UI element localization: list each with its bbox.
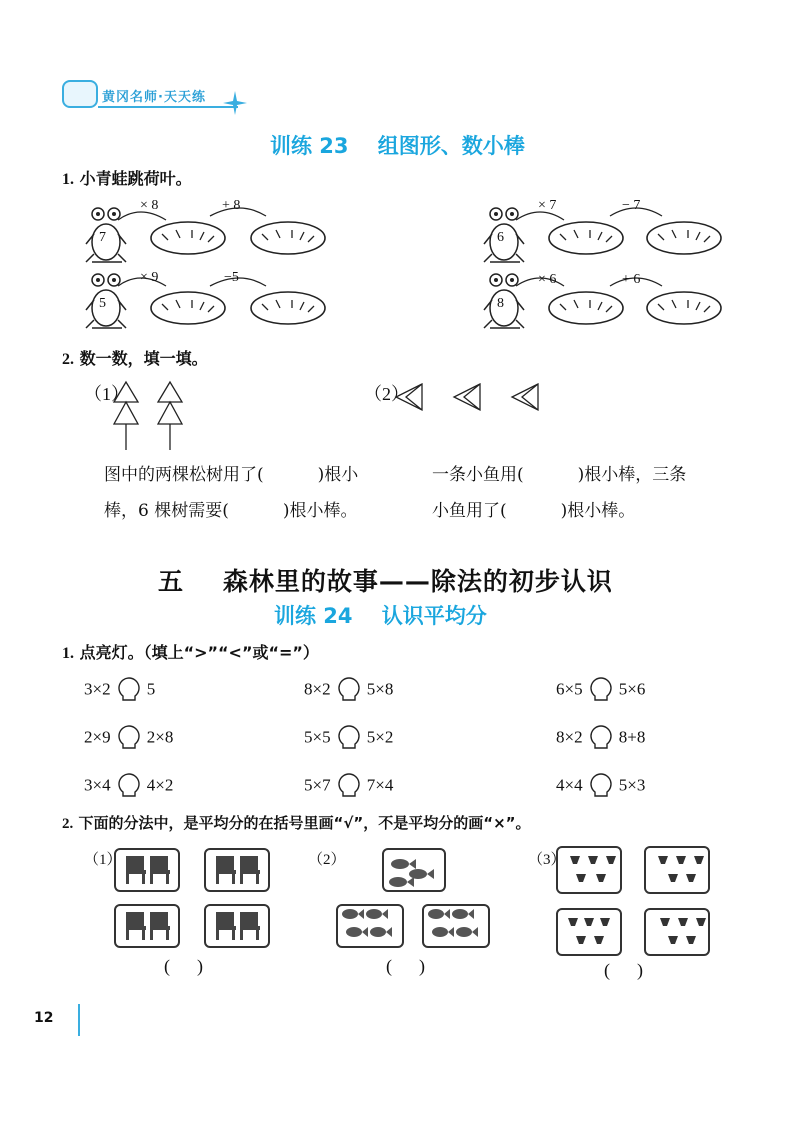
lesson-23-title: 训练 23 组图形、数小棒: [270, 134, 525, 158]
lesson23-q1-title: 1. 小青蛙跳荷叶。: [62, 169, 192, 188]
chapter-title: 五 森林里的故事——除法的初步认识: [158, 567, 613, 596]
shuttlecocks-figure: [556, 846, 714, 958]
frog-3-op2: −5: [224, 270, 239, 285]
q2-3-answer[interactable]: ( ): [604, 960, 643, 980]
bulb-icon[interactable]: [116, 772, 142, 800]
bulb-icon[interactable]: [588, 724, 614, 752]
frog-4-number: 8: [497, 296, 504, 311]
frog-4-op2: + 6: [622, 272, 641, 287]
fish-sticks-figure: [392, 380, 562, 416]
compare-item: 6×5 5×6: [556, 676, 645, 704]
q2-part1-label: （1）: [84, 384, 129, 404]
frog-1-op1: × 8: [140, 198, 159, 213]
q2-3-label: （3）: [528, 852, 566, 868]
bear-logo-icon: [62, 80, 98, 108]
bulb-icon[interactable]: [336, 676, 362, 704]
lesson24-q1-title: 1. 点亮灯。（填上“>”“<”或“=”）: [62, 643, 319, 662]
compare-item: 5×7 7×4: [304, 772, 393, 800]
page-number-badge: [34, 1004, 80, 1036]
bulb-icon[interactable]: [116, 676, 142, 704]
q2-1-label: （1）: [84, 852, 122, 868]
frog-2-op1: × 7: [538, 198, 557, 213]
compare-item: 4×4 5×3: [556, 772, 645, 800]
q2-1-answer[interactable]: ( ): [164, 956, 203, 976]
frog-2-number: 6: [497, 230, 504, 245]
frog-3-op1: × 9: [140, 270, 159, 285]
bulb-icon[interactable]: [588, 676, 614, 704]
sparkle-icon: [222, 90, 248, 116]
bulb-icon[interactable]: [336, 772, 362, 800]
compare-item: 8×2 5×8: [304, 676, 393, 704]
frog-4-op1: × 6: [538, 272, 557, 287]
lesson24-q2-title: 2. 下面的分法中，是平均分的在括号里画“√”，不是平均分的画“×”。: [62, 814, 531, 832]
lesson23-q2-title: 2. 数一数，填一填。: [62, 349, 208, 368]
header-line: [98, 106, 238, 108]
frog-2-op2: − 7: [622, 198, 641, 213]
q2-part2-line1: 一条小鱼用( )根小棒，三条: [432, 465, 687, 485]
q2-part2-line2: 小鱼用了( )根小棒。: [432, 501, 636, 521]
q2-part1-line1: 图中的两棵松树用了( )根小: [104, 465, 359, 485]
q2-2-answer[interactable]: ( ): [386, 956, 425, 976]
brand-text: 黄冈名师·天天练: [102, 90, 206, 105]
compare-item: 2×9 2×8: [84, 724, 173, 752]
fish-figure: [336, 848, 492, 952]
header-logo: [62, 78, 252, 112]
frog-1-op2: + 8: [222, 198, 241, 213]
bulb-icon[interactable]: [116, 724, 142, 752]
pine-trees-figure: [112, 378, 192, 454]
q2-part2-label: （2）: [364, 384, 409, 404]
frog-lilypad-diagram: [70, 190, 750, 340]
frog-1-number: 7: [99, 230, 106, 245]
q2-part1-line2: 棒，6 棵树需要( )根小棒。: [104, 501, 358, 521]
bulb-grid: [84, 676, 724, 806]
frog-3-number: 5: [99, 296, 106, 311]
chairs-figure: [114, 848, 274, 952]
bulb-icon[interactable]: [336, 724, 362, 752]
bulb-icon[interactable]: [588, 772, 614, 800]
lesson-24-title: 训练 24 认识平均分: [274, 604, 487, 628]
q2-2-label: （2）: [308, 852, 346, 868]
compare-item: 8×2 8+8: [556, 724, 645, 752]
compare-item: 3×2 5: [84, 676, 155, 704]
page-number: 12: [34, 1010, 54, 1026]
compare-item: 5×5 5×2: [304, 724, 393, 752]
compare-item: 3×4 4×2: [84, 772, 173, 800]
